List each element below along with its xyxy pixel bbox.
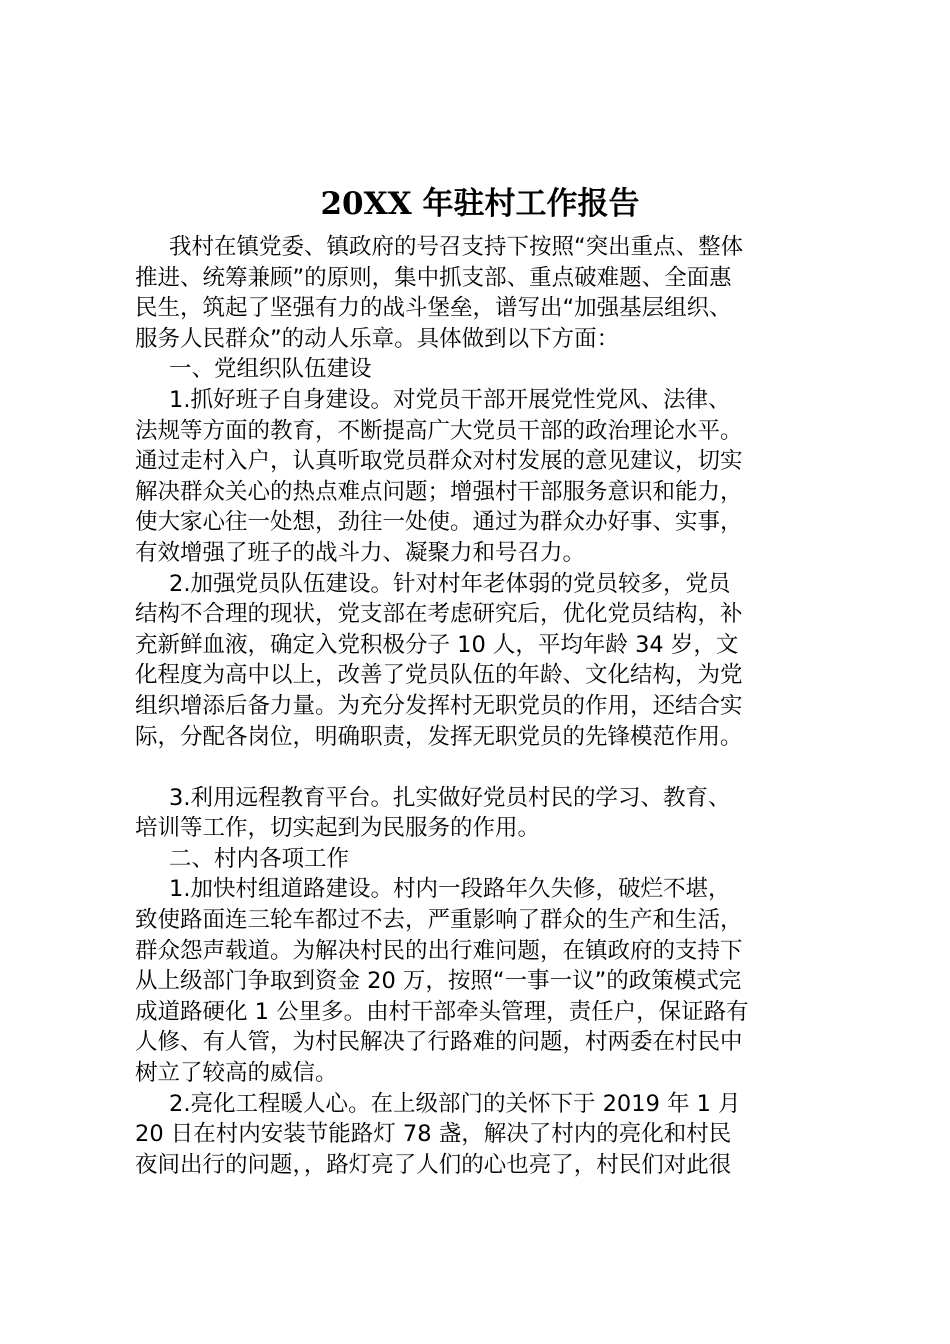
- body-paragraph: [135, 874, 825, 1088]
- text-line: 2.加强党员队伍建设。针对村年老体弱的党员较多，党员: [169, 570, 731, 597]
- text-line: 际，分配各岗位，明确职责，发挥无职党员的先锋模范作用。: [135, 723, 743, 750]
- text-line: 培训等工作，切实起到为民服务的作用。: [135, 815, 541, 842]
- text-line: 充新鲜血液，确定入党积极分子 10 人，平均年龄 34 岁，文: [135, 631, 739, 658]
- text-line: 结构不合理的现状，党支部在考虑研究后，优化党员结构，补: [135, 601, 743, 628]
- text-line: 夜间出行的问题，，路灯亮了人们的心也亮了，村民们对此很: [135, 1151, 732, 1178]
- text-line: 二、村内各项工作: [169, 845, 350, 872]
- text-line: 树立了较高的威信。: [135, 1060, 338, 1087]
- body-paragraph: [135, 569, 825, 753]
- text-line: 1.抓好班子自身建设。对党员干部开展党性党风、法律、: [169, 386, 731, 413]
- text-line: 1.加快村组道路建设。村内一段路年久失修，破烂不堪，: [169, 876, 731, 903]
- text-line: 推进、统筹兼顾”的原则，集中抓支部、重点破难题、全面惠: [135, 264, 732, 291]
- text-line: 民生，筑起了坚强有力的战斗堡垒，谱写出“加强基层组织、: [135, 295, 732, 322]
- intro-paragraph: [135, 232, 825, 354]
- text-line: 有效增强了班子的战斗力、凝聚力和号召力。: [135, 539, 586, 566]
- body-paragraph: [135, 1089, 825, 1181]
- text-line: 法规等方面的教育，不断提高广大党员干部的政治理论水平。: [135, 417, 743, 444]
- text-line: 组织增添后备力量。为充分发挥村无职党员的作用，还结合实: [135, 692, 743, 719]
- section-heading: [135, 354, 825, 385]
- document-title: 20XX 年驻村工作报告: [320, 186, 640, 222]
- text-line: 一、党组织队伍建设: [169, 356, 372, 383]
- body-paragraph: [135, 385, 825, 569]
- text-line: 致使路面连三轮车都过不去，严重影响了群众的生产和生活，: [135, 907, 743, 934]
- text-line: 通过走村入户，认真听取党员群众对村发展的意见建议，切实: [135, 448, 743, 475]
- text-line: 3.利用远程教育平台。扎实做好党员村民的学习、教育、: [169, 784, 731, 811]
- text-line: 成道路硬化 1 公里多。由村干部牵头管理，责任户，保证路有: [135, 998, 749, 1025]
- text-line: 从上级部门争取到资金 20 万，按照“一事一议”的政策模式完: [135, 968, 742, 995]
- text-line: 人修、有人管，为村民解决了行路难的问题，村两委在村民中: [135, 1029, 743, 1056]
- text-line: 20 日在村内安装节能路灯 78 盏，解决了村内的亮化和村民: [135, 1121, 732, 1148]
- text-line: 使大家心往一处想，劲往一处使。通过为群众办好事、实事，: [135, 509, 743, 536]
- text-line: 化程度为高中以上，改善了党员队伍的年龄、文化结构，为党: [135, 662, 743, 689]
- text-line: 我村在镇党委、镇政府的号召支持下按照“突出重点、整体: [169, 234, 744, 260]
- text-line: 服务人民群众”的动人乐章。具体做到以下方面：: [135, 325, 620, 352]
- section-heading: [135, 844, 825, 875]
- body-paragraph: [135, 783, 825, 844]
- text-line: 2.亮化工程暖人心。在上级部门的关怀下于 2019 年 1 月: [169, 1090, 741, 1117]
- text-line: 解决群众关心的热点难点问题；增强村干部服务意识和能力，: [135, 478, 743, 505]
- blank-line: [135, 752, 825, 783]
- document-body: [135, 178, 825, 1180]
- text-line: 群众怨声载道。为解决村民的出行难问题，在镇政府的支持下: [135, 937, 743, 964]
